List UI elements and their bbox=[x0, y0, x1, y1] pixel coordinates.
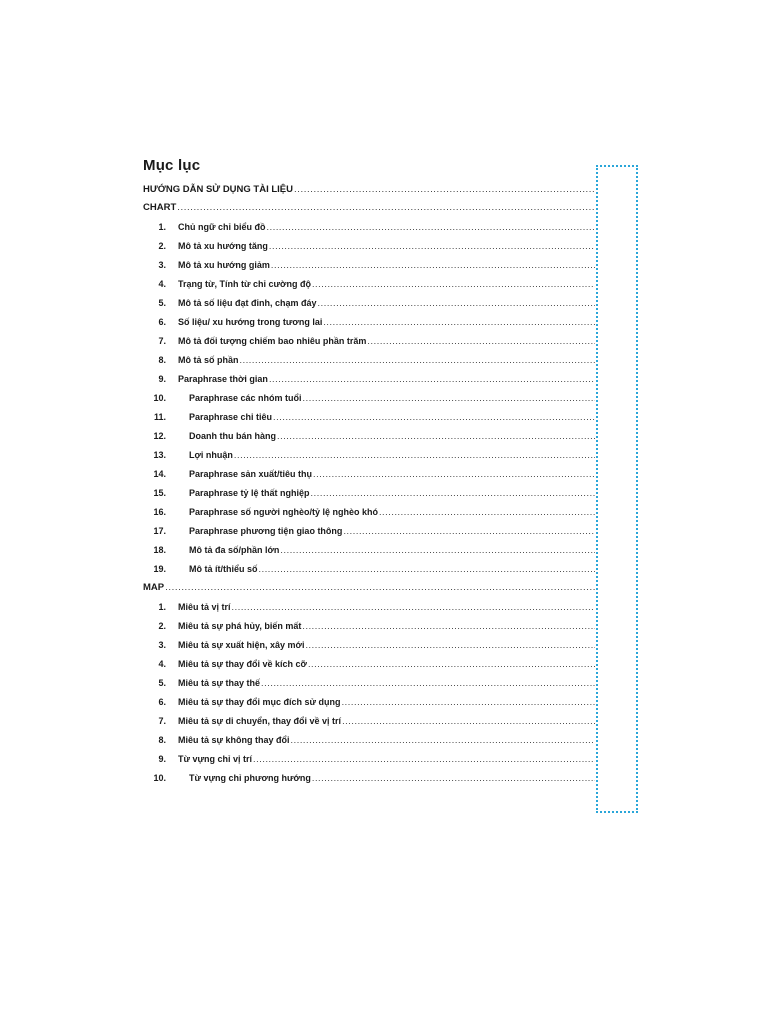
toc-entry[interactable] bbox=[143, 327, 595, 346]
toc-entry-label: Số liệu/ xu hướng trong tương lai bbox=[178, 317, 323, 327]
toc-entry-number: 3. bbox=[158, 260, 166, 270]
leader-dots bbox=[342, 716, 595, 726]
leader-dots bbox=[305, 640, 595, 650]
toc-entry-number: 5. bbox=[158, 298, 166, 308]
leader-dots bbox=[277, 431, 595, 441]
toc-entry-number: 8. bbox=[158, 355, 166, 365]
leader-dots bbox=[367, 336, 595, 346]
toc-entry-label: Miêu tả sự thay đổi về kích cỡ bbox=[178, 658, 307, 669]
toc-entry-label: Lợi nhuận bbox=[189, 450, 233, 460]
leader-dots bbox=[177, 202, 595, 213]
toc-entry-number: 6. bbox=[158, 696, 166, 707]
toc-entry[interactable] bbox=[143, 688, 595, 707]
toc-entry-number: 17. bbox=[153, 526, 166, 536]
leader-dots bbox=[259, 564, 596, 574]
toc-entry-label: Mô tả ít/thiểu số bbox=[189, 564, 258, 574]
toc-section-label: CHART bbox=[143, 202, 177, 213]
toc-entry-number: 16. bbox=[153, 507, 166, 517]
leader-dots bbox=[232, 602, 595, 612]
toc-entry-label: Mô tả xu hướng giảm bbox=[178, 260, 270, 270]
leader-dots bbox=[342, 697, 595, 707]
toc-entry[interactable] bbox=[143, 384, 595, 403]
toc-entry[interactable] bbox=[143, 270, 595, 289]
toc-entry-number: 2. bbox=[158, 620, 166, 631]
toc-entry-label: Paraphrase chi tiêu bbox=[189, 412, 273, 422]
toc-entry[interactable] bbox=[143, 308, 595, 327]
dotted-selection-box bbox=[596, 165, 638, 813]
toc-section-chart[interactable] bbox=[143, 195, 595, 214]
leader-dots bbox=[302, 621, 595, 631]
toc-entry-number: 4. bbox=[158, 279, 166, 289]
toc-entry[interactable] bbox=[143, 631, 595, 650]
toc-entry-label: Paraphrase phương tiện giao thông bbox=[189, 526, 343, 536]
toc-section-map[interactable] bbox=[143, 574, 595, 593]
toc-entry-number: 4. bbox=[158, 658, 166, 669]
leader-dots bbox=[318, 298, 595, 308]
toc-entry[interactable] bbox=[143, 764, 595, 783]
leader-dots bbox=[253, 754, 595, 764]
leader-dots bbox=[291, 735, 595, 745]
toc-entry[interactable] bbox=[143, 498, 595, 517]
toc-entry[interactable] bbox=[143, 289, 595, 308]
leader-dots bbox=[280, 545, 595, 555]
leader-dots bbox=[273, 412, 595, 422]
toc-entry-label: Paraphrase sản xuất/tiêu thụ bbox=[189, 469, 313, 479]
toc-entry[interactable] bbox=[143, 251, 595, 270]
toc-entry[interactable] bbox=[143, 232, 595, 251]
table-of-contents bbox=[143, 176, 595, 783]
leader-dots bbox=[271, 260, 595, 270]
leader-dots bbox=[379, 507, 595, 517]
leader-dots bbox=[312, 773, 595, 783]
toc-entry-label: Paraphrase thời gian bbox=[178, 374, 268, 384]
leader-dots bbox=[269, 374, 595, 384]
toc-entry-number: 1. bbox=[158, 222, 166, 232]
toc-entry-number: 10. bbox=[153, 393, 166, 403]
toc-entry-label: Mô tả số phần bbox=[178, 355, 239, 365]
toc-entry-number: 3. bbox=[158, 639, 166, 650]
toc-entry-number: 1. bbox=[158, 601, 166, 612]
toc-entry[interactable] bbox=[143, 403, 595, 422]
toc-entry-number: 14. bbox=[153, 469, 166, 479]
toc-entry-number: 2. bbox=[158, 241, 166, 251]
toc-entry[interactable] bbox=[143, 707, 595, 726]
toc-entry-label: HƯỚNG DẪN SỬ DỤNG TÀI LIỆU bbox=[143, 183, 294, 195]
toc-entry-label: Từ vựng chỉ vị trí bbox=[178, 753, 253, 764]
toc-entry-number: 5. bbox=[158, 677, 166, 688]
toc-entry-number: 7. bbox=[158, 336, 166, 346]
toc-entry-label: Trạng từ, Tính từ chỉ cường độ bbox=[178, 279, 311, 289]
toc-title: Mục lục bbox=[143, 157, 201, 174]
toc-entry-label: Miêu tả vị trí bbox=[178, 601, 231, 612]
leader-dots bbox=[165, 582, 595, 593]
leader-dots bbox=[269, 241, 595, 251]
toc-entry-number: 9. bbox=[158, 753, 166, 764]
chart-entries bbox=[143, 213, 595, 574]
toc-entry[interactable] bbox=[143, 745, 595, 764]
toc-entry-number: 18. bbox=[153, 545, 166, 555]
toc-entry-label: Doanh thu bán hàng bbox=[189, 431, 276, 441]
leader-dots bbox=[234, 450, 595, 460]
toc-entry[interactable] bbox=[143, 669, 595, 688]
leader-dots bbox=[311, 488, 595, 498]
toc-entry[interactable] bbox=[143, 555, 595, 574]
toc-entry-label: Mô tả đa số/phần lớn bbox=[189, 545, 280, 555]
toc-entry-label: Từ vựng chỉ phương hướng bbox=[189, 772, 311, 783]
toc-entry-label: Miêu tả sự thay thế bbox=[178, 677, 261, 688]
toc-entry-label: Mô tả đối tượng chiếm bao nhiêu phần trăm bbox=[178, 336, 367, 346]
toc-entry-number: 9. bbox=[158, 374, 166, 384]
toc-entry-label: Paraphrase tỷ lệ thất nghiệp bbox=[189, 488, 310, 498]
toc-entry[interactable] bbox=[143, 593, 595, 612]
toc-entry[interactable] bbox=[143, 612, 595, 631]
leader-dots bbox=[261, 678, 595, 688]
toc-entry-label: Miêu tả sự không thay đổi bbox=[178, 734, 290, 745]
toc-entry[interactable] bbox=[143, 517, 595, 536]
toc-entry-label: Miêu tả sự xuất hiện, xây mới bbox=[178, 639, 305, 650]
toc-entry-label: Chủ ngữ chỉ biểu đồ bbox=[178, 222, 266, 232]
toc-entry-number: 10. bbox=[153, 772, 166, 783]
toc-entry[interactable] bbox=[143, 726, 595, 745]
leader-dots bbox=[308, 659, 595, 669]
leader-dots bbox=[313, 469, 595, 479]
toc-entry[interactable] bbox=[143, 365, 595, 384]
toc-entry-number: 6. bbox=[158, 317, 166, 327]
toc-entry-number: 11. bbox=[153, 412, 166, 422]
toc-entry[interactable] bbox=[143, 650, 595, 669]
toc-entry-number: 19. bbox=[153, 564, 166, 574]
toc-entry-label: Miêu tả sự di chuyển, thay đổi về vị trí bbox=[178, 715, 342, 726]
leader-dots bbox=[303, 393, 595, 403]
toc-entry-label: Mô tả số liệu đạt đỉnh, chạm đáy bbox=[178, 298, 317, 308]
toc-entry-number: 7. bbox=[158, 715, 166, 726]
leader-dots bbox=[267, 222, 595, 232]
toc-entry-label: Paraphrase các nhóm tuổi bbox=[189, 393, 302, 403]
toc-entry[interactable] bbox=[143, 441, 595, 460]
map-entries bbox=[143, 593, 595, 783]
leader-dots bbox=[240, 355, 596, 365]
leader-dots bbox=[312, 279, 595, 289]
toc-entry-label: Mô tả xu hướng tăng bbox=[178, 241, 268, 251]
toc-entry-label: Miêu tả sự thay đổi mục đích sử dụng bbox=[178, 696, 341, 707]
toc-entry-number: 12. bbox=[153, 431, 166, 441]
toc-entry-label: Miêu tả sự phá hủy, biến mất bbox=[178, 620, 302, 631]
toc-entry-number: 15. bbox=[153, 488, 166, 498]
leader-dots bbox=[294, 184, 595, 195]
toc-entry[interactable] bbox=[143, 346, 595, 365]
toc-entry[interactable] bbox=[143, 422, 595, 441]
toc-entry[interactable] bbox=[143, 479, 595, 498]
leader-dots bbox=[323, 317, 595, 327]
toc-entry[interactable] bbox=[143, 460, 595, 479]
toc-entry-number: 13. bbox=[153, 450, 166, 460]
toc-entry-label: Paraphrase số người nghèo/tỷ lệ nghèo khó bbox=[189, 507, 378, 517]
toc-entry-intro[interactable] bbox=[143, 176, 595, 195]
toc-entry[interactable] bbox=[143, 536, 595, 555]
toc-entry[interactable] bbox=[143, 213, 595, 232]
toc-entry-number: 8. bbox=[158, 734, 166, 745]
leader-dots bbox=[343, 526, 595, 536]
toc-section-label: MAP bbox=[143, 581, 165, 593]
